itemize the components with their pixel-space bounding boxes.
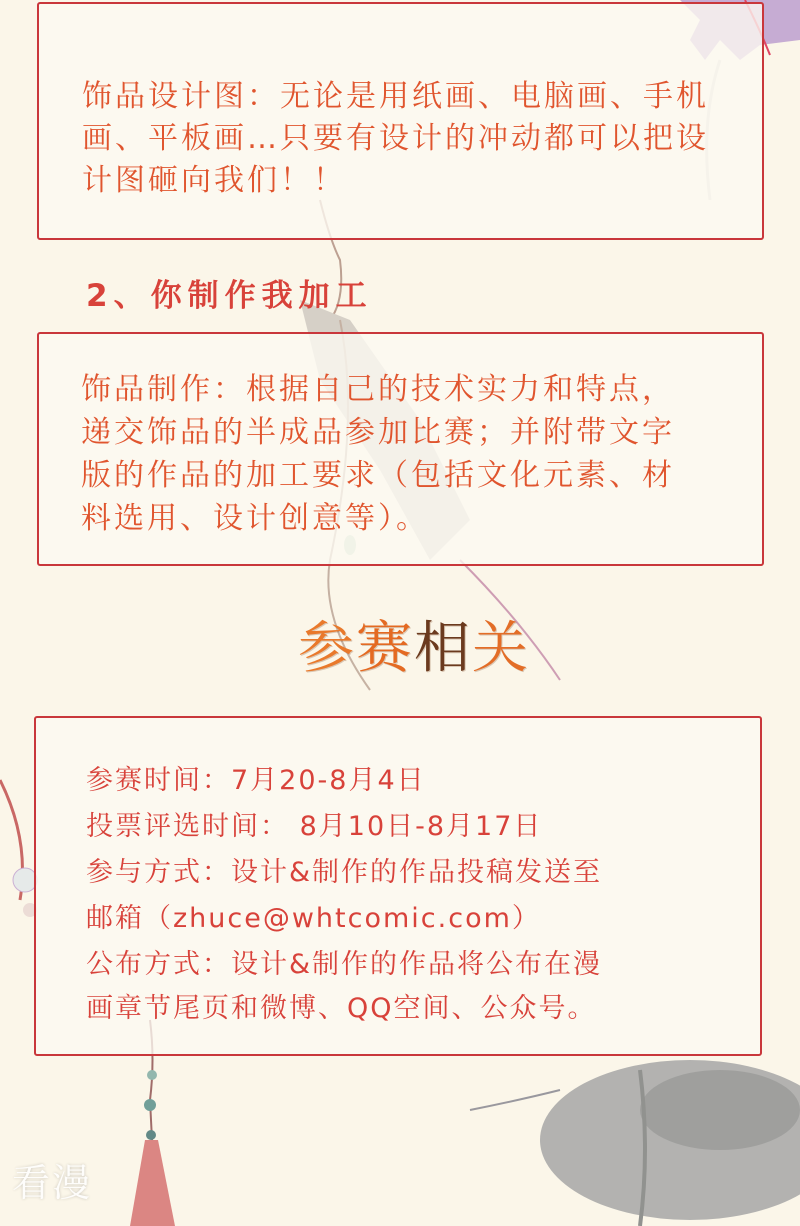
production-text — [81, 368, 721, 540]
design-drawing-text — [82, 76, 732, 202]
box2-line: 料选用、设计创意等）。 — [81, 501, 429, 536]
box1-line: 计图砸向我们！！ — [82, 163, 346, 198]
lotus-leaf — [470, 1060, 800, 1226]
box2-line: 版的作品的加工要求（包括文化元素、材 — [81, 458, 675, 493]
production-box — [37, 332, 764, 566]
publication-channels: 画章节尾页和微博、QQ空间、公众号。 — [86, 993, 597, 1024]
contest-time: 参赛时间：7月20-8月4日 — [86, 765, 426, 796]
box1-line: 画、平板画…只要有设计的冲动都可以把设 — [82, 121, 709, 156]
site-watermark: 看漫 — [12, 1161, 93, 1205]
voting-time: 投票评选时间： 8月10日-8月17日 — [86, 811, 543, 842]
left-tassel — [0, 780, 37, 917]
title-char: 关 — [472, 616, 530, 681]
section-heading-2: 2、你制作我加工 — [86, 278, 373, 314]
title-char: 参 — [298, 616, 356, 681]
related-section-title — [298, 604, 530, 684]
submission-email: 邮箱（zhuce@whtcomic.com） — [86, 903, 541, 934]
box1-line: 饰品设计图：无论是用纸画、电脑画、手机 — [82, 79, 709, 114]
box2-line: 饰品制作：根据自己的技术实力和特点， — [81, 372, 675, 407]
box2-line: 递交饰品的半成品参加比赛；并附带文字 — [81, 415, 675, 450]
contest-info-box — [34, 716, 762, 1056]
publication-method: 公布方式：设计&制作的作品将公布在漫 — [86, 949, 603, 980]
design-drawing-box — [37, 2, 764, 240]
title-char: 相 — [414, 616, 472, 681]
title-char: 赛 — [356, 616, 414, 681]
participation-method: 参与方式：设计&制作的作品投稿发送至 — [86, 857, 603, 888]
